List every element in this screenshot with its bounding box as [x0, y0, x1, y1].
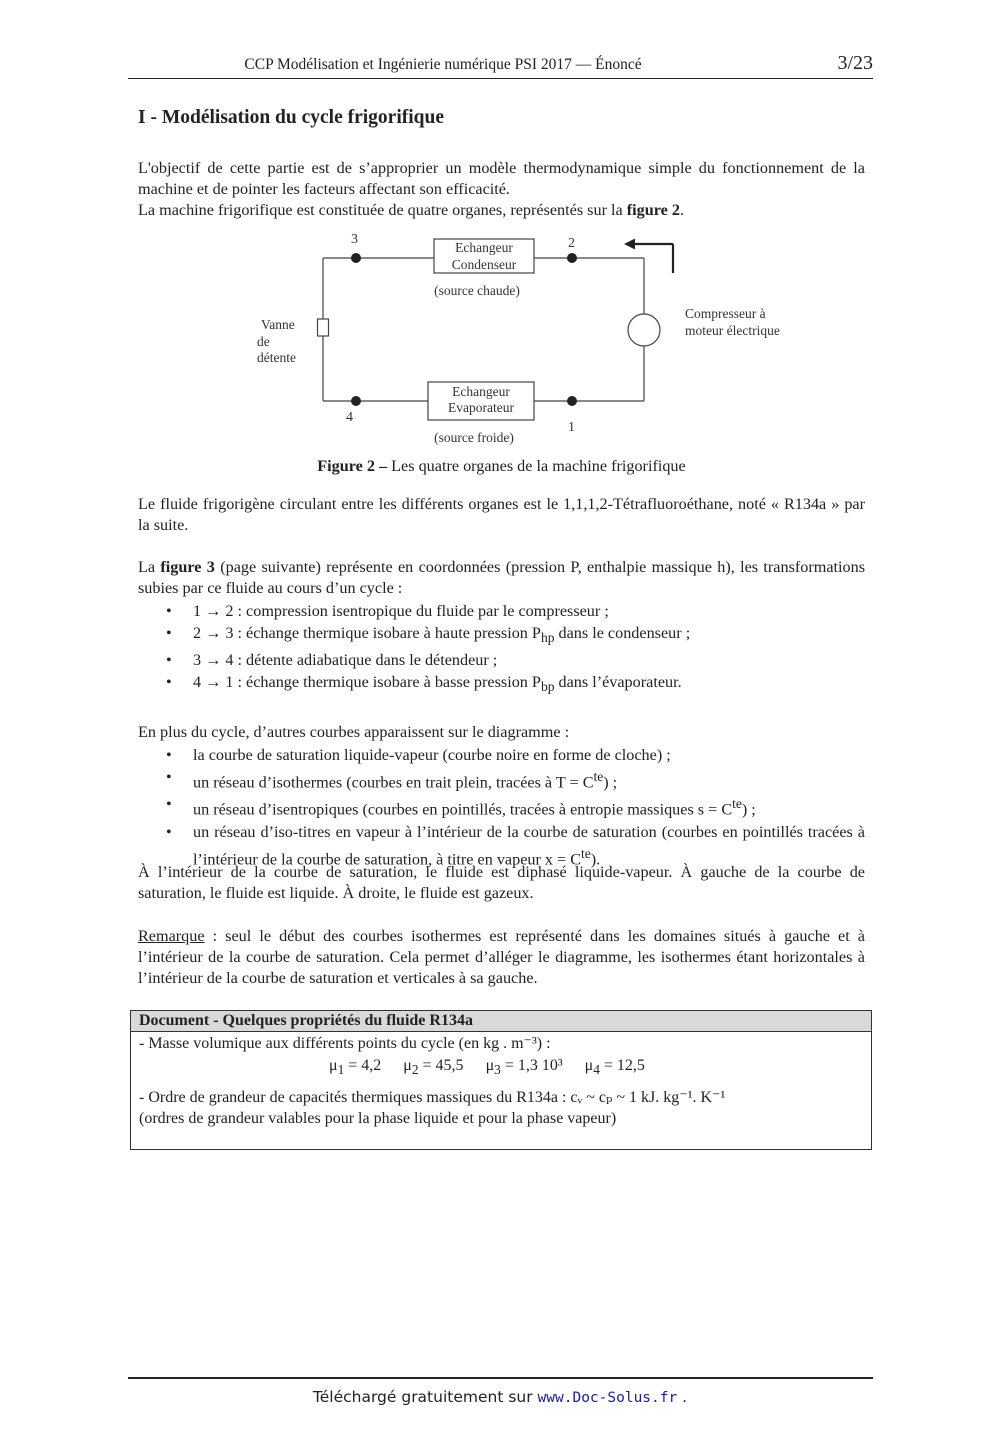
- fluid-paragraph: Le fluide frigorigène circulant entre les différents organes est le 1,1,1,2-Tétrafluoroéthane, noté « R134a » par la suite.: [138, 495, 865, 534]
- mu-4-index: 4: [593, 1062, 600, 1078]
- remark-text: : seul le début des courbes isothermes est représenté dans les domaines situés à gauche et à l’intérieur de la courbe de saturation. Cela permet d’alléger le diagramme, les isothermes étant horizontales à l’intérieur de la courbe de saturation et verticales à sa gauche.: [138, 927, 865, 987]
- compressor-label-2: moteur électrique: [685, 323, 780, 338]
- mu-1-symbol: μ: [329, 1057, 338, 1074]
- curve-2-text: un réseau d’isothermes (courbes en trait plein, tracées à T = C: [193, 773, 594, 792]
- step-2-tail: dans le condenseur ;: [554, 624, 691, 642]
- curves-intro: En plus du cycle, d’autres courbes apparaissent sur le diagramme :: [138, 723, 570, 741]
- document-box: [130, 1010, 872, 1150]
- evaporator-label-2: Evaporateur: [448, 400, 514, 415]
- step-1-text: 1 → 2 : compression isentropique du fluide par le compresseur ;: [193, 602, 609, 620]
- curve-2-tail: ) ;: [603, 773, 618, 792]
- intro-line-2-pre: La machine frigorifique est constituée de quatre organes, représentés sur la: [138, 201, 627, 219]
- step-2-subscript: hp: [540, 630, 555, 646]
- curve-3-tail: ) ;: [741, 800, 756, 819]
- compressor-symbol: [628, 314, 660, 346]
- mu-2-value: = 45,5: [418, 1057, 464, 1074]
- curve-1-text: la courbe de saturation liquide-vapeur (courbe noire en forme de cloche) ;: [193, 746, 671, 764]
- mu-2: [403, 1057, 464, 1078]
- step-4-subscript: bp: [540, 679, 555, 695]
- remark-paragraph: [138, 926, 865, 989]
- compressor-label-1: Compresseur à: [685, 306, 766, 321]
- curve-3-text: un réseau d’isentropiques (courbes en pointillés, tracées à entropie massiques s = C: [193, 800, 733, 819]
- list-item: [138, 671, 865, 698]
- document-heat-capacity-line: - Ordre de grandeur de capacités thermiques massiques du R134a : cᵥ ~ cₚ ~ 1 kJ. kg⁻¹. K⁻¹: [139, 1089, 726, 1106]
- intro-line-1: L'objectif de cette partie est de s’approprier un modèle thermodynamique simple du fonctionnement de la machine et de pointer les facteurs affectant son efficacité.: [138, 159, 865, 198]
- arrow-head: [624, 239, 635, 250]
- mu-3-index: 3: [494, 1062, 501, 1078]
- document-density-line: - Masse volumique aux différents points du cycle (en kg . m⁻³) :: [139, 1035, 551, 1052]
- curves-list: [138, 744, 865, 870]
- list-item: [138, 766, 865, 793]
- curve-4-tail: ).: [590, 850, 601, 869]
- step-4-text: 4 → 1 : échange thermique isobare à basse pression P: [193, 673, 541, 692]
- list-item: [138, 793, 865, 820]
- document-validity-line: (ordres de grandeur valables pour la phase liquide et pour la phase vapeur): [139, 1110, 617, 1127]
- step-3-text: 3 → 4 : détente adiabatique dans le détendeur ;: [193, 651, 498, 670]
- footer-link[interactable]: www.Doc-Solus.fr: [537, 1390, 678, 1406]
- mu-1-index: 1: [337, 1062, 345, 1078]
- fig3-post: (page suivante) représente en coordonnées (pression P, enthalpie massique h), les transformations subies par ce fluide au cours d’un cycle :: [138, 558, 865, 597]
- mu-1: [329, 1057, 382, 1078]
- figure-3-paragraph: [138, 557, 865, 599]
- figure-2-caption: [138, 457, 865, 476]
- figure-2-caption-label: Figure 2 –: [317, 457, 388, 475]
- phase-paragraph: À l’intérieur de la courbe de saturation, le fluide est diphasé liquide-vapeur. À gauche de la courbe de saturation, le fluide est liquide. À droite, le fluide est gazeux.: [138, 863, 865, 902]
- point-4-marker: [351, 396, 361, 406]
- point-1-label: 1: [568, 420, 575, 435]
- mu-3: [485, 1057, 563, 1078]
- step-4-tail: dans l’évaporateur.: [554, 673, 682, 692]
- figure-2-caption-text: Les quatre organes de la machine frigorifique: [387, 457, 686, 475]
- list-item: [138, 600, 865, 622]
- fig3-pre: La: [138, 558, 161, 576]
- document-density-values: [329, 1057, 729, 1078]
- curve-4-text: un réseau d’iso-titres en vapeur à l’intérieur de la courbe de saturation (courbes en pointillés tracées à l’intérieur de la courbe de saturation, à titre en vapeur x = C: [193, 822, 865, 869]
- list-item: [138, 649, 865, 671]
- list-item: [138, 622, 865, 649]
- valve-label-2: de: [257, 334, 270, 349]
- mu-2-symbol: μ: [403, 1057, 412, 1074]
- mu-4-value: = 12,5: [599, 1057, 645, 1074]
- fig3-ref: figure 3: [160, 558, 215, 576]
- cold-source-label: (source froide): [434, 430, 514, 445]
- mu-3-value: = 1,3 10³: [500, 1057, 563, 1074]
- point-3-label: 3: [351, 232, 358, 247]
- document-title: Document - Quelques propriétés du fluide R134a: [131, 1011, 871, 1032]
- intro-line-2-post: .: [679, 201, 684, 219]
- step-2-text: 2 → 3 : échange thermique isobare à haute pression P: [193, 624, 541, 642]
- page-footer: [0, 1388, 981, 1406]
- mu-4-symbol: μ: [584, 1057, 594, 1074]
- cycle-steps-list: [138, 600, 865, 698]
- condenser-label-2: Condenseur: [451, 257, 517, 272]
- mu-2-index: 2: [411, 1062, 419, 1078]
- curve-3-sup: te: [732, 796, 742, 812]
- hot-source-label: (source chaude): [434, 283, 520, 298]
- mu-1-value: = 4,2: [344, 1057, 382, 1074]
- evaporator-label-1: Echangeur: [452, 384, 510, 399]
- header-title: CCP Modélisation et Ingénierie numérique PSI 2017 — Énoncé: [244, 56, 642, 73]
- footer-rule: [128, 1377, 873, 1379]
- valve-label-3: détente: [257, 350, 296, 365]
- mu-4: [584, 1057, 645, 1078]
- point-2-marker: [567, 253, 577, 263]
- intro-figure-ref: figure 2: [626, 201, 680, 219]
- section-title: I - Modélisation du cycle frigorifique: [138, 107, 445, 128]
- remark-label: Remarque: [138, 927, 205, 945]
- mu-3-symbol: μ: [485, 1057, 495, 1074]
- point-4-label: 4: [346, 410, 353, 425]
- list-item: [138, 744, 865, 766]
- valve-label-1: Vanne: [261, 317, 295, 332]
- point-1-marker: [567, 396, 577, 406]
- point-2-label: 2: [568, 236, 575, 251]
- curve-4-sup: te: [581, 845, 591, 861]
- footer-end: .: [677, 1388, 688, 1406]
- figure-2-diagram: [0, 0, 981, 460]
- expansion-valve-symbol: [318, 319, 329, 336]
- point-3-marker: [351, 253, 361, 263]
- footer-text: Téléchargé gratuitement sur: [312, 1388, 538, 1406]
- curve-2-sup: te: [593, 769, 604, 784]
- page-number: 3/23: [837, 52, 873, 74]
- condenser-label-1: Echangeur: [455, 240, 513, 255]
